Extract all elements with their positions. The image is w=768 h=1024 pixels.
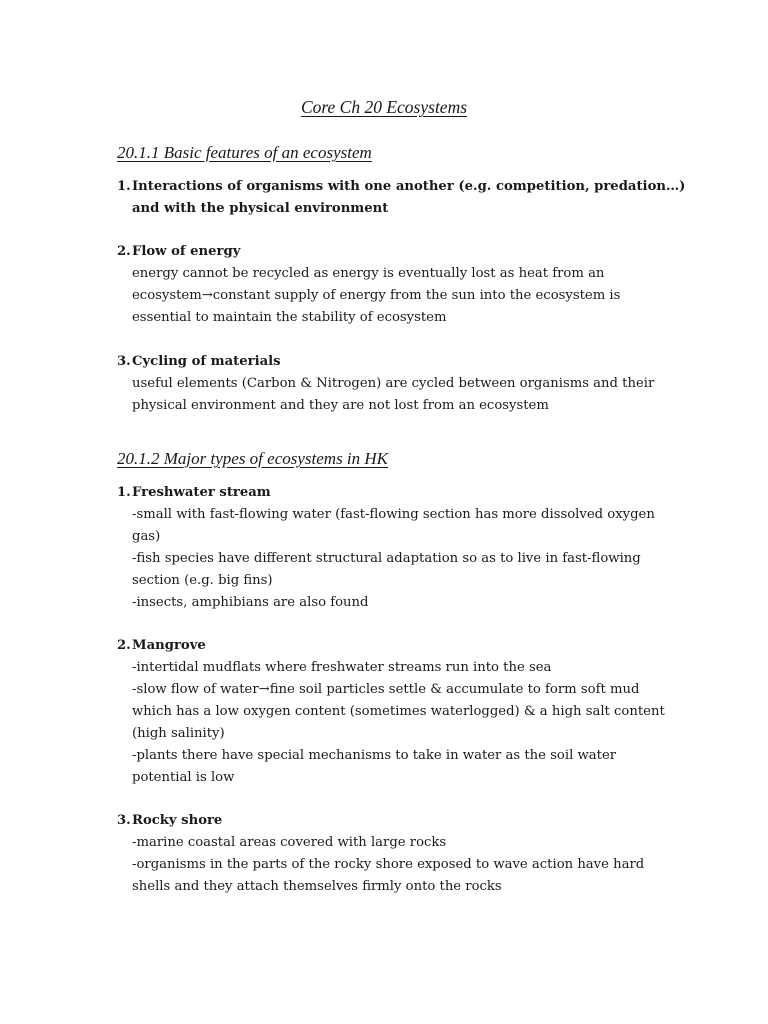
page-title: Core Ch 20 Ecosystems [300,97,468,117]
section-heading-major-types: 20.1.2 Major types of ecosystems in HK [117,449,389,468]
item-text: -small with fast-flowing water (fast-flowing section has more dissolved oxygen [132,507,655,522]
item-text: and with the physical environment [132,201,389,216]
item-number: 3. [117,813,131,828]
item-text: -fish species have different structural adaptation so as to live in fast-flowing [132,551,641,566]
item-text: (high salinity) [132,726,225,741]
item-text: ecosystem→constant supply of energy from the sun into the ecosystem is [132,288,621,303]
item-text: section (e.g. big fins) [132,573,273,588]
item-number: 1. [117,485,131,500]
item-text: essential to maintain the stability of ecosystem [132,310,447,325]
item-number: 2. [117,638,131,653]
item-text: -insects, amphibians are also found [132,595,369,610]
item-text: -plants there have special mechanisms to take in water as the soil water [132,748,617,763]
item-number: 1. [117,179,131,194]
item-text: energy cannot be recycled as energy is eventually lost as heat from an [132,266,605,281]
item-number: 3. [117,354,131,369]
item-title: Rocky shore [132,813,223,828]
item-text: physical environment and they are not lost from an ecosystem [132,398,549,413]
item-number: 2. [117,244,131,259]
item-text: -intertidal mudflats where freshwater streams run into the sea [132,660,552,675]
item-text: useful elements (Carbon & Nitrogen) are cycled between organisms and their [132,376,655,391]
item-text: -slow flow of water→fine soil particles settle & accumulate to form soft mud [132,682,640,697]
item-text: Interactions of organisms with one another (e.g. competition, predation…) [132,179,686,194]
item-title: Mangrove [132,638,206,653]
section-heading-basic-features: 20.1.1 Basic features of an ecosystem [117,143,372,162]
item-title: Freshwater stream [132,485,271,500]
item-text: gas) [132,529,161,544]
item-text: -marine coastal areas covered with large rocks [132,835,447,850]
item-text: which has a low oxygen content (sometimes waterlogged) & a high salt content [132,704,665,719]
item-text: -organisms in the parts of the rocky shore exposed to wave action have hard [132,857,645,872]
item-text: potential is low [132,770,235,785]
item-title: Flow of energy [132,244,241,259]
item-title: Cycling of materials [132,354,281,369]
item-text: shells and they attach themselves firmly onto the rocks [132,879,502,894]
